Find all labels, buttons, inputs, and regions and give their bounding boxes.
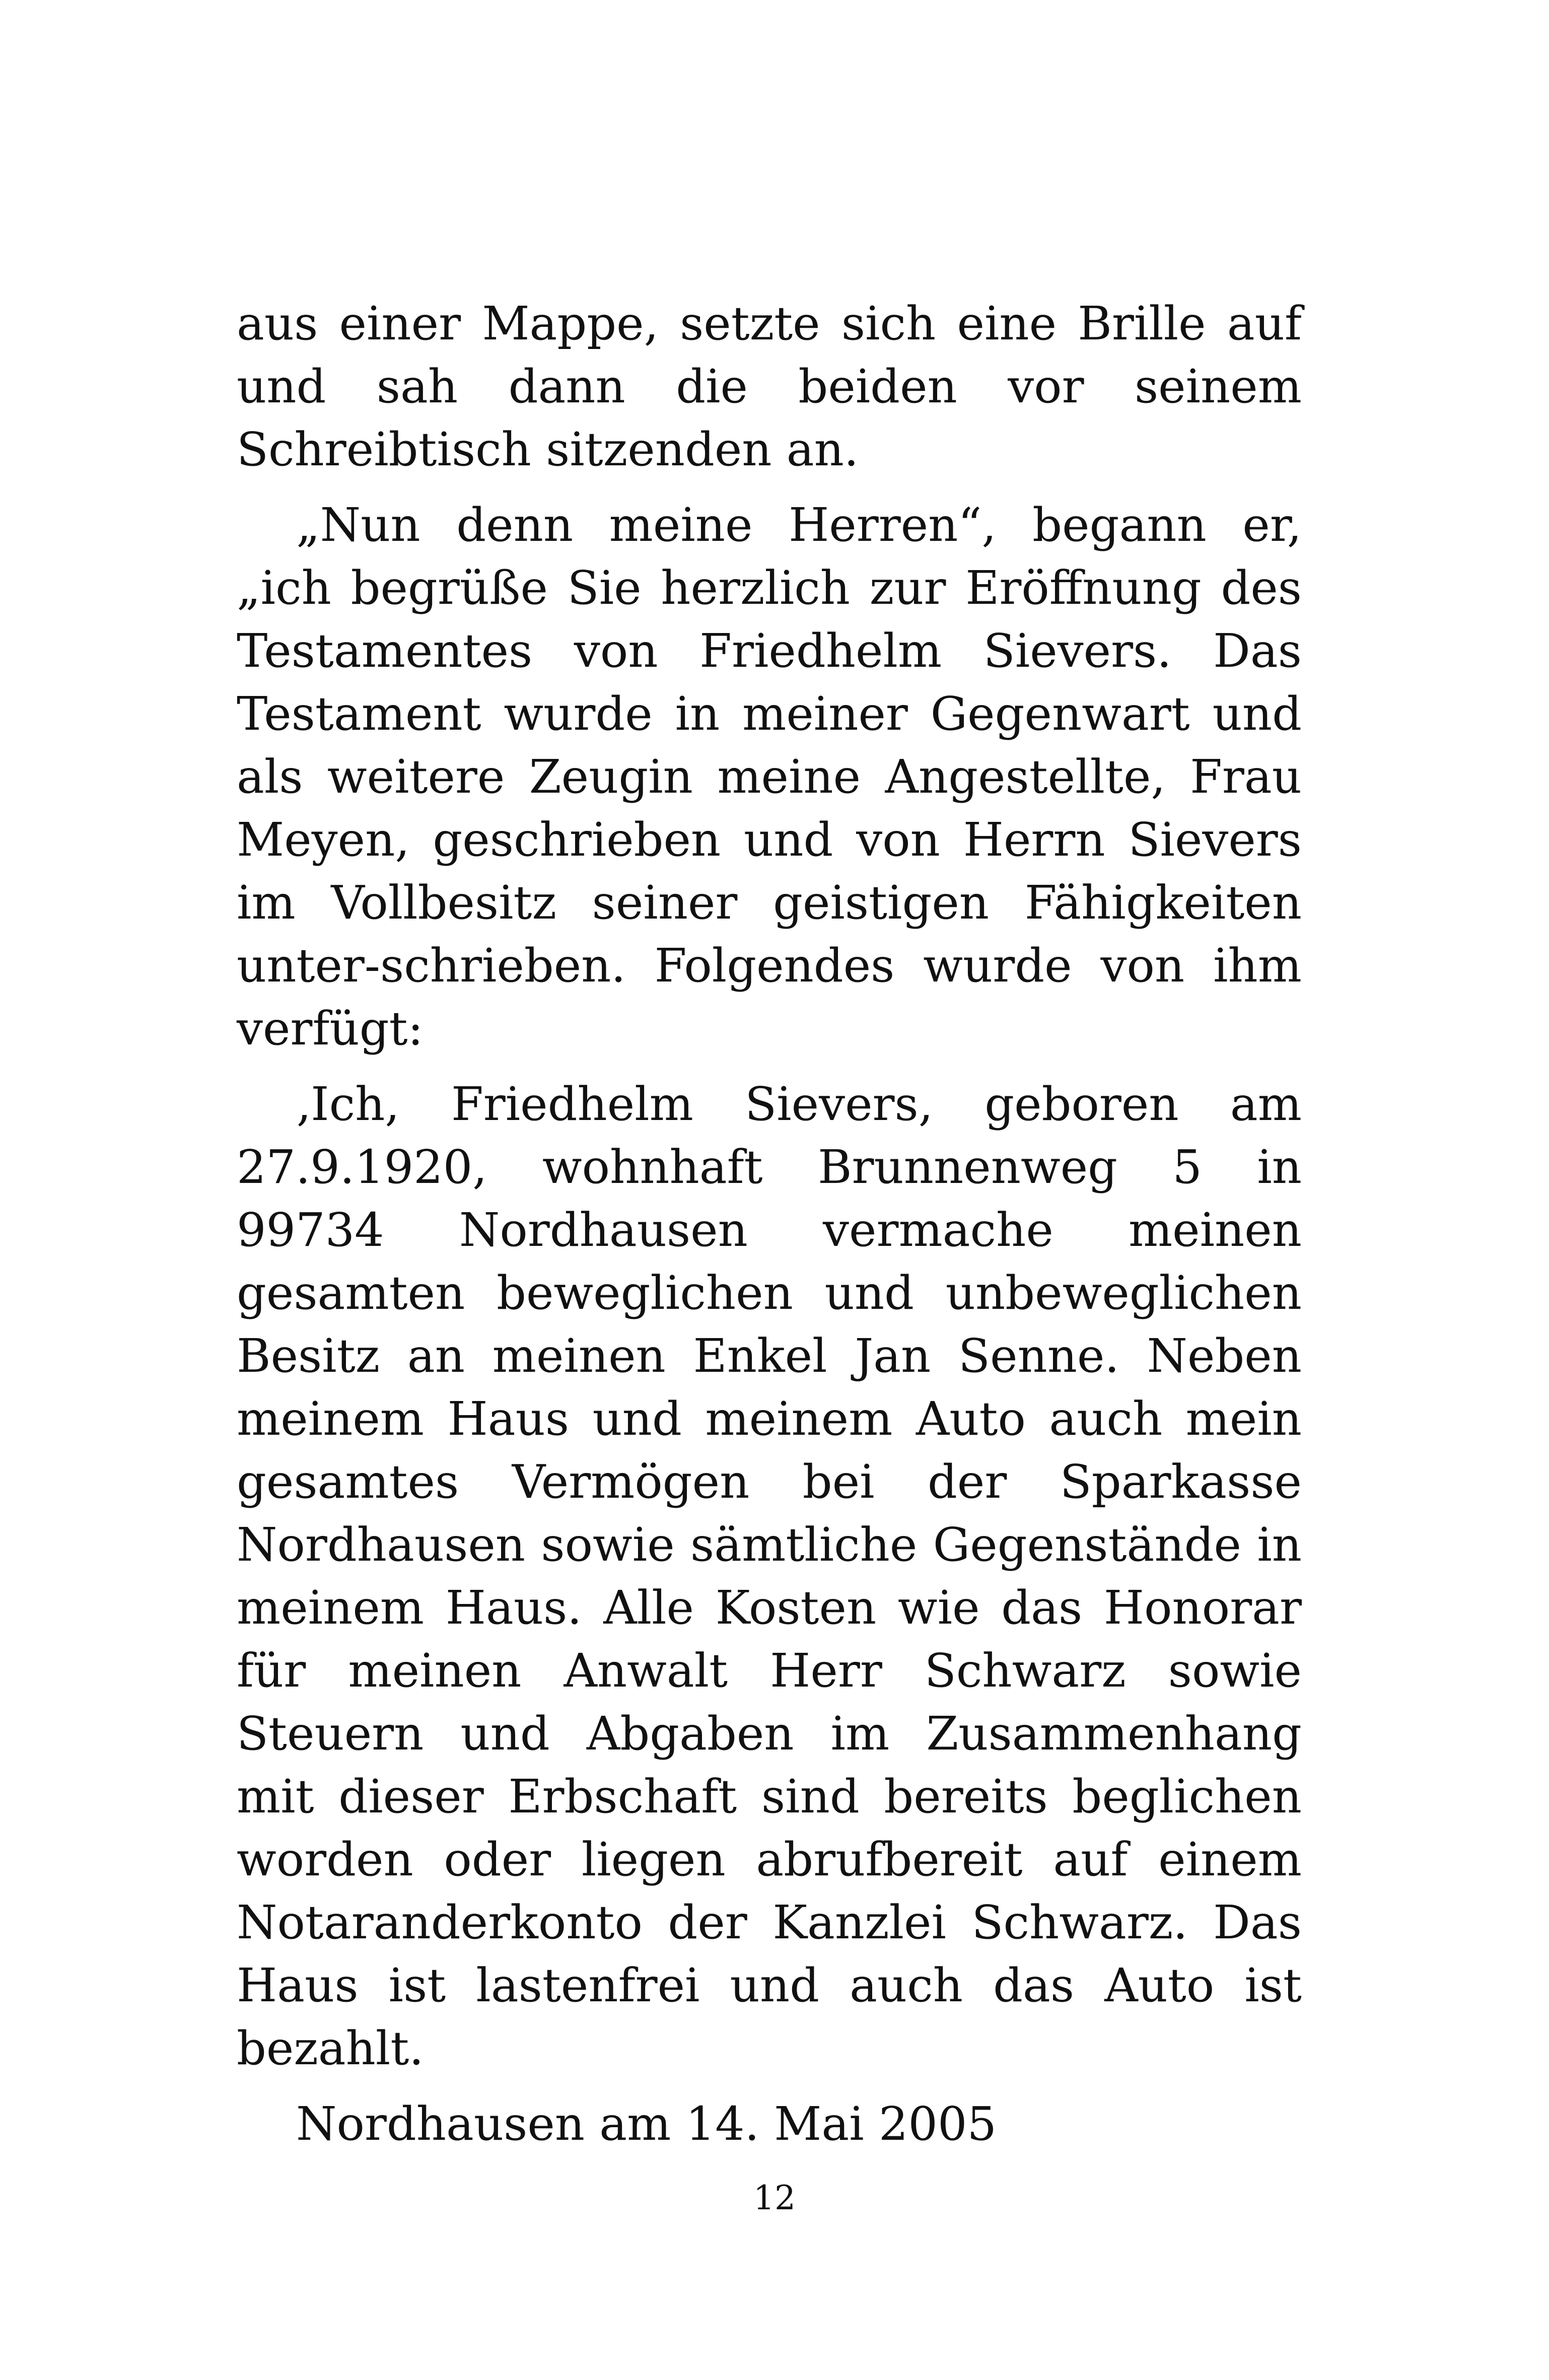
paragraph-notary-speech: „Nun denn meine Herren“, begann er, „ich begrüße Sie herzlich zur Eröffnung des Testamentes von Friedhelm Sievers. Das Testament wurde in meiner Gegenwart und als weitere Zeugin meine Angestellte, Frau Meyen, geschrieben und von Herrn Sievers im Vollbesitz seiner geistigen Fähigkeiten unter-schrieben. Folgendes wurde von ihm verfügt: bbox=[237, 498, 1302, 1056]
paragraph-testament: ‚Ich, Friedhelm Sievers, geboren am 27.9.1920, wohnhaft Brunnenweg 5 in 99734 Nordhausen vermache meinen gesamten beweglichen und unbeweglichen Besitz an meinen Enkel Jan Senne. Neben meinem Haus und meinem Auto auch mein gesamtes Vermögen bei der Sparkasse Nordhausen sowie sämtliche Gegenstände in meinem Haus. Alle Kosten wie das Honorar für meinen Anwalt Herr Schwarz sowie Steuern und Abgaben im Zusammenhang mit dieser Erbschaft sind bereits beglichen worden oder liegen abrufbereit auf einem Notaranderkonto der Kanzlei Schwarz. Das Haus ist lastenfrei und auch das Auto ist bezahlt. bbox=[237, 1077, 1302, 2075]
page-number: 12 bbox=[753, 2179, 796, 2217]
paragraph-continuation: aus einer Mappe, setzte sich eine Brille auf und sah dann die beiden vor seinem Schreibtisch sitzenden an. bbox=[237, 297, 1302, 476]
paragraph-date-line: Nordhausen am 14. Mai 2005 bbox=[296, 2097, 997, 2151]
body-text bbox=[237, 292, 1302, 2168]
